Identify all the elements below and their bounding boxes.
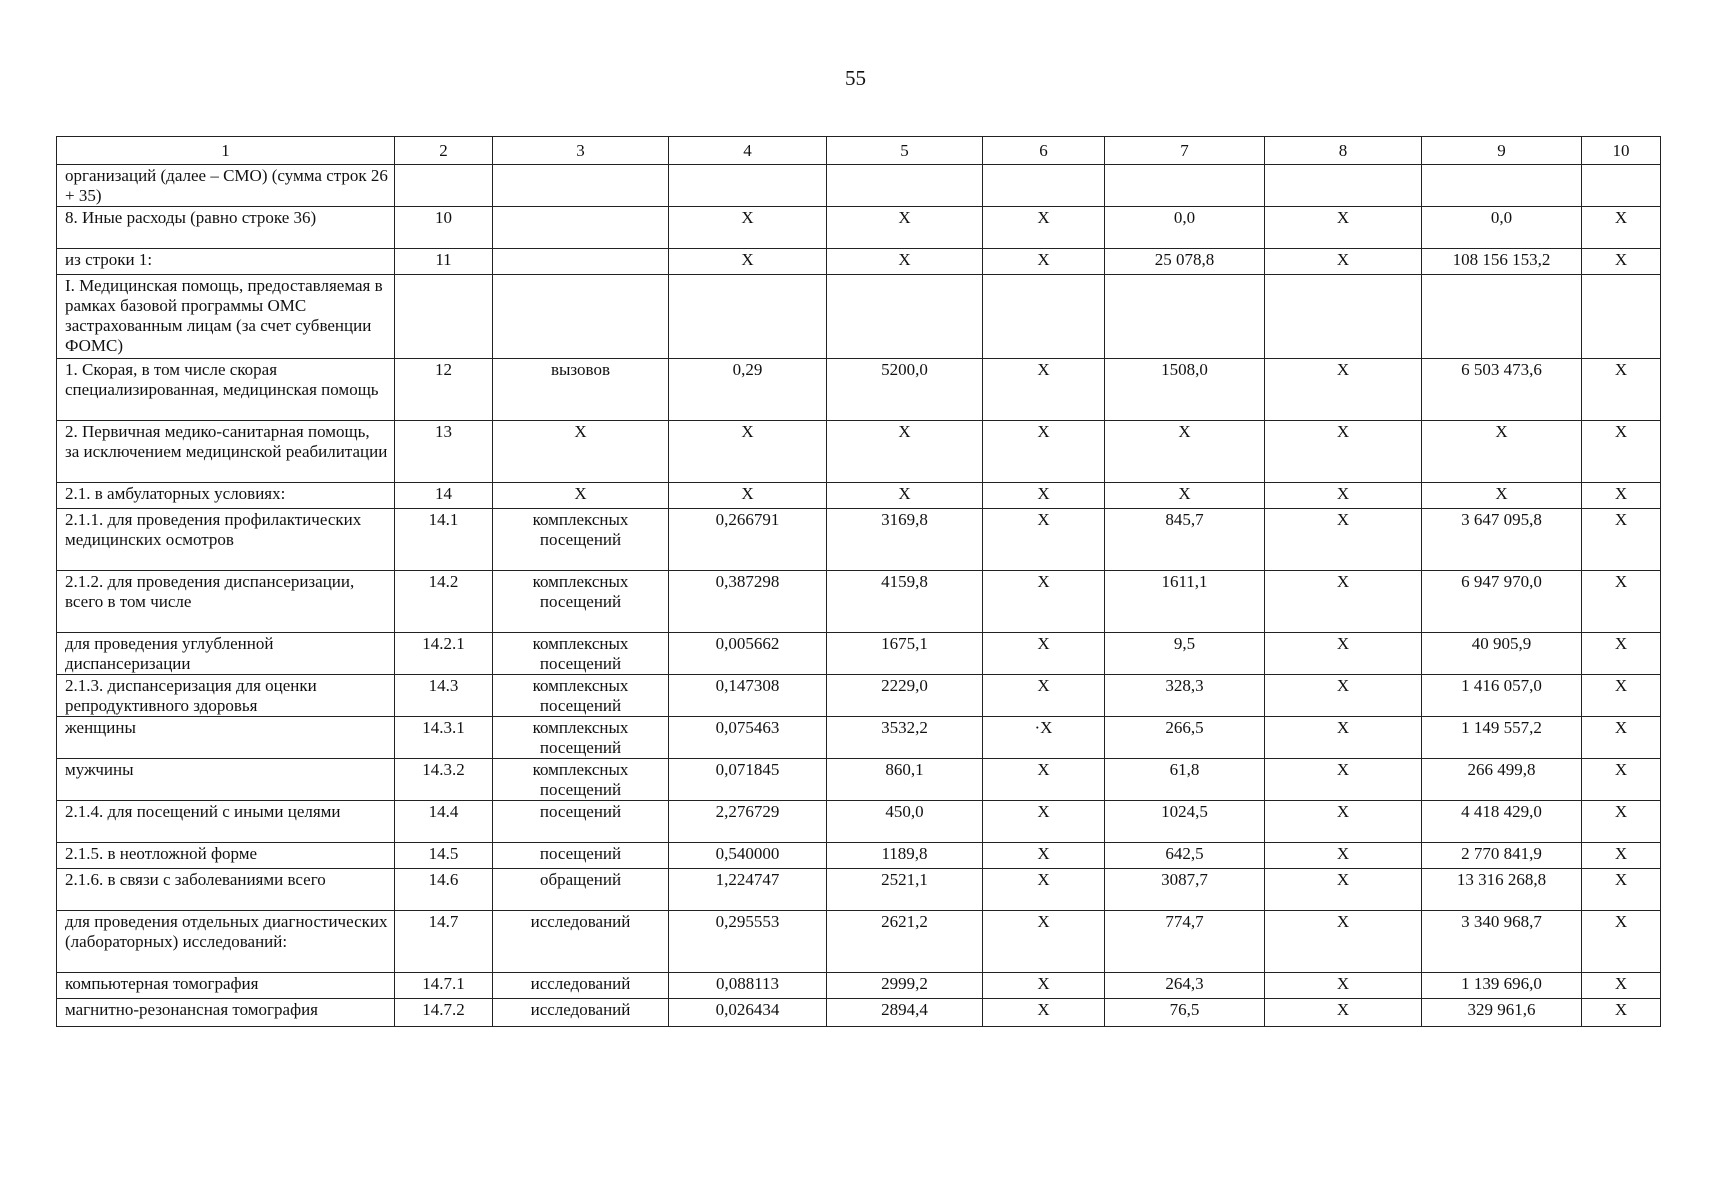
table-row [57,843,1661,869]
cell-col5: 3532,2 [827,717,983,759]
cell-col8: X [1265,973,1422,999]
cell-col10: X [1582,421,1661,483]
row-name: 2.1. в амбулаторных условиях: [57,483,395,509]
cell-col9: 40 905,9 [1422,633,1582,675]
cell-col7: 1024,5 [1105,801,1265,843]
row-unit: комплексных посещений [493,633,669,675]
cell-col6: X [983,869,1105,911]
cell-col9: 1 149 557,2 [1422,717,1582,759]
cell-col9: 6 947 970,0 [1422,571,1582,633]
cell-col6: X [983,843,1105,869]
row-code [395,165,493,207]
cell-col5: 5200,0 [827,359,983,421]
column-number: 1 [57,137,395,165]
cell-col4: 0,071845 [669,759,827,801]
cell-col10 [1582,275,1661,359]
cell-col4: 0,075463 [669,717,827,759]
row-name: I. Медицинская помощь, предоставляемая в рамках базовой программы ОМС застрахованным лицам (за счет субвенции ФОМС) [57,275,395,359]
cell-col4 [669,165,827,207]
row-code: 10 [395,207,493,249]
cell-col9: 329 961,6 [1422,999,1582,1027]
row-name: мужчины [57,759,395,801]
cell-col6: ·X [983,717,1105,759]
row-code: 14.4 [395,801,493,843]
cell-col8: X [1265,869,1422,911]
cell-col5: 2521,1 [827,869,983,911]
cell-col10: X [1582,869,1661,911]
cell-col4 [669,275,827,359]
column-numbers-row [57,137,1661,165]
table-row [57,249,1661,275]
cell-col7 [1105,165,1265,207]
column-number: 9 [1422,137,1582,165]
table-row [57,911,1661,973]
row-name: 2. Первичная медико-санитарная помощь, за исключением медицинской реабилитации [57,421,395,483]
cell-col6: X [983,633,1105,675]
cell-col7 [1105,275,1265,359]
row-name: из строки 1: [57,249,395,275]
row-unit [493,165,669,207]
table-row [57,207,1661,249]
cell-col7: 774,7 [1105,911,1265,973]
column-number: 8 [1265,137,1422,165]
row-name: для проведения отдельных диагностических (лабораторных) исследований: [57,911,395,973]
cell-col7: 328,3 [1105,675,1265,717]
cell-col7: 9,5 [1105,633,1265,675]
cell-col5: 450,0 [827,801,983,843]
row-unit: посещений [493,801,669,843]
cell-col9: 1 416 057,0 [1422,675,1582,717]
cell-col5: 3169,8 [827,509,983,571]
table-row [57,973,1661,999]
cell-col6: X [983,675,1105,717]
column-number: 3 [493,137,669,165]
cell-col10: X [1582,999,1661,1027]
cell-col9: 6 503 473,6 [1422,359,1582,421]
cell-col5: 4159,8 [827,571,983,633]
cell-col6: X [983,421,1105,483]
cell-col4: X [669,483,827,509]
cell-col5: 860,1 [827,759,983,801]
row-unit: исследований [493,973,669,999]
cell-col4: 1,224747 [669,869,827,911]
row-code: 14 [395,483,493,509]
row-code: 14.7 [395,911,493,973]
column-number: 2 [395,137,493,165]
cell-col8: X [1265,843,1422,869]
row-unit: X [493,421,669,483]
cell-col7: 1611,1 [1105,571,1265,633]
cell-col9: X [1422,483,1582,509]
cell-col6: X [983,207,1105,249]
cell-col8: X [1265,717,1422,759]
row-code [395,275,493,359]
cell-col7: 642,5 [1105,843,1265,869]
cell-col8 [1265,275,1422,359]
cell-col9: 3 340 968,7 [1422,911,1582,973]
cell-col9 [1422,275,1582,359]
column-number: 7 [1105,137,1265,165]
cell-col5: 2999,2 [827,973,983,999]
cell-col5: X [827,207,983,249]
row-name: 8. Иные расходы (равно строке 36) [57,207,395,249]
page-number: 55 [845,66,866,90]
cell-col10: X [1582,249,1661,275]
table-row [57,571,1661,633]
cell-col8: X [1265,759,1422,801]
row-unit: комплексных посещений [493,675,669,717]
table-row [57,509,1661,571]
table-row [57,633,1661,675]
column-number: 5 [827,137,983,165]
cell-col10: X [1582,717,1661,759]
cell-col6: X [983,571,1105,633]
cell-col4: 0,29 [669,359,827,421]
cell-col10: X [1582,207,1661,249]
row-code: 14.3.1 [395,717,493,759]
column-number: 6 [983,137,1105,165]
cell-col9: 2 770 841,9 [1422,843,1582,869]
cell-col7: 76,5 [1105,999,1265,1027]
cell-col9: X [1422,421,1582,483]
cell-col9: 0,0 [1422,207,1582,249]
row-code: 14.3.2 [395,759,493,801]
cell-col10: X [1582,759,1661,801]
cell-col8: X [1265,633,1422,675]
cell-col5: X [827,483,983,509]
cell-col4: 0,026434 [669,999,827,1027]
cell-col9: 266 499,8 [1422,759,1582,801]
row-name: 2.1.5. в неотложной форме [57,843,395,869]
row-unit: комплексных посещений [493,571,669,633]
row-code: 14.7.2 [395,999,493,1027]
cell-col5: 2894,4 [827,999,983,1027]
data-table [56,136,1661,1027]
cell-col6: X [983,249,1105,275]
cell-col6 [983,165,1105,207]
row-code: 14.7.1 [395,973,493,999]
cell-col8: X [1265,801,1422,843]
cell-col8: X [1265,249,1422,275]
cell-col10: X [1582,675,1661,717]
cell-col5: 1189,8 [827,843,983,869]
table-row [57,675,1661,717]
row-unit: X [493,483,669,509]
cell-col9 [1422,165,1582,207]
row-unit [493,275,669,359]
table-row [57,801,1661,843]
row-name: 2.1.4. для посещений с иными целями [57,801,395,843]
row-name: для проведения углубленной диспансеризации [57,633,395,675]
row-code: 14.2 [395,571,493,633]
table-row [57,483,1661,509]
cell-col8: X [1265,999,1422,1027]
cell-col10: X [1582,973,1661,999]
cell-col5: 1675,1 [827,633,983,675]
cell-col8: X [1265,359,1422,421]
cell-col7: 3087,7 [1105,869,1265,911]
cell-col10: X [1582,911,1661,973]
row-code: 14.1 [395,509,493,571]
cell-col10: X [1582,483,1661,509]
cell-col10: X [1582,801,1661,843]
row-unit [493,207,669,249]
cell-col4: 0,540000 [669,843,827,869]
row-unit: комплексных посещений [493,759,669,801]
row-code: 14.5 [395,843,493,869]
cell-col5: 2229,0 [827,675,983,717]
row-code: 14.3 [395,675,493,717]
cell-col10: X [1582,359,1661,421]
cell-col7: 845,7 [1105,509,1265,571]
cell-col5 [827,165,983,207]
cell-col10: X [1582,633,1661,675]
cell-col6: X [983,509,1105,571]
table-row [57,421,1661,483]
table-row [57,359,1661,421]
row-unit: исследований [493,911,669,973]
cell-col5: X [827,421,983,483]
cell-col9: 4 418 429,0 [1422,801,1582,843]
row-name: 2.1.6. в связи с заболеваниями всего [57,869,395,911]
cell-col4: 0,266791 [669,509,827,571]
cell-col5: 2621,2 [827,911,983,973]
cell-col6: X [983,801,1105,843]
cell-col7: X [1105,421,1265,483]
cell-col4: X [669,249,827,275]
row-code: 12 [395,359,493,421]
table-row [57,275,1661,359]
cell-col4: 0,387298 [669,571,827,633]
cell-col4: 0,088113 [669,973,827,999]
row-code: 11 [395,249,493,275]
cell-col6 [983,275,1105,359]
cell-col9: 3 647 095,8 [1422,509,1582,571]
row-name: 2.1.1. для проведения профилактических медицинских осмотров [57,509,395,571]
row-code: 14.6 [395,869,493,911]
cell-col4: X [669,207,827,249]
cell-col9: 13 316 268,8 [1422,869,1582,911]
table-row [57,165,1661,207]
cell-col6: X [983,359,1105,421]
cell-col7: X [1105,483,1265,509]
column-number: 10 [1582,137,1661,165]
cell-col4: 0,005662 [669,633,827,675]
cell-col10 [1582,165,1661,207]
cell-col8: X [1265,571,1422,633]
row-name: компьютерная томография [57,973,395,999]
row-unit: обращений [493,869,669,911]
cell-col6: X [983,999,1105,1027]
row-name: организаций (далее – СМО) (сумма строк 26 + 35) [57,165,395,207]
cell-col9: 1 139 696,0 [1422,973,1582,999]
cell-col9: 108 156 153,2 [1422,249,1582,275]
cell-col7: 25 078,8 [1105,249,1265,275]
cell-col10: X [1582,509,1661,571]
table-row [57,717,1661,759]
cell-col8: X [1265,483,1422,509]
cell-col6: X [983,759,1105,801]
table-row [57,869,1661,911]
cell-col4: X [669,421,827,483]
cell-col8 [1265,165,1422,207]
cell-col5 [827,275,983,359]
row-unit: посещений [493,843,669,869]
cell-col6: X [983,483,1105,509]
row-name: магнитно-резонансная томография [57,999,395,1027]
cell-col6: X [983,973,1105,999]
cell-col8: X [1265,207,1422,249]
row-name: 1. Скорая, в том числе скорая специализированная, медицинская помощь [57,359,395,421]
row-unit [493,249,669,275]
row-code: 13 [395,421,493,483]
cell-col4: 0,295553 [669,911,827,973]
cell-col6: X [983,911,1105,973]
row-unit: вызовов [493,359,669,421]
table-row [57,759,1661,801]
cell-col8: X [1265,675,1422,717]
cell-col8: X [1265,421,1422,483]
cell-col10: X [1582,571,1661,633]
row-code: 14.2.1 [395,633,493,675]
row-unit: комплексных посещений [493,717,669,759]
row-name: 2.1.3. диспансеризация для оценки репродуктивного здоровья [57,675,395,717]
cell-col7: 264,3 [1105,973,1265,999]
cell-col7: 1508,0 [1105,359,1265,421]
row-name: женщины [57,717,395,759]
cell-col5: X [827,249,983,275]
cell-col4: 2,276729 [669,801,827,843]
cell-col7: 266,5 [1105,717,1265,759]
cell-col4: 0,147308 [669,675,827,717]
cell-col7: 0,0 [1105,207,1265,249]
table-row [57,999,1661,1027]
row-unit: комплексных посещений [493,509,669,571]
cell-col10: X [1582,843,1661,869]
cell-col8: X [1265,509,1422,571]
row-name: 2.1.2. для проведения диспансеризации, всего в том числе [57,571,395,633]
cell-col7: 61,8 [1105,759,1265,801]
row-unit: исследований [493,999,669,1027]
column-number: 4 [669,137,827,165]
cell-col8: X [1265,911,1422,973]
